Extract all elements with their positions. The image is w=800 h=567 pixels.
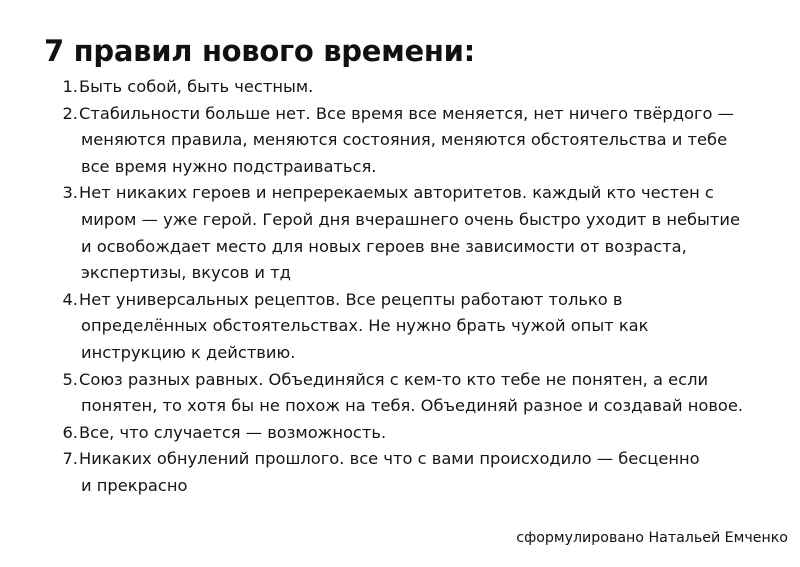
rule-item [60, 287, 780, 367]
author-credit: сформулировано Натальей Емченко [516, 530, 788, 546]
rule-item [60, 74, 780, 101]
rule-text-line: и прекрасно [81, 475, 188, 495]
rule-number: 4. [62, 289, 78, 309]
rule-text-line: миром — уже герой. Герой дня вчерашнего очень быстро уходит в небытие [81, 209, 740, 229]
rule-text [78, 101, 780, 181]
rule-text-line: Стабильности больше нет. Все время все меняется, нет ничего твёрдого — [79, 103, 734, 123]
rule-text-line: понятен, то хотя бы не похож на тебя. Объединяй разное и создавай новое. [81, 396, 744, 416]
rule-text-line: Никаких обнулений прошлого. все что с вами происходило — бесценно [79, 449, 700, 469]
rule-item [60, 420, 780, 447]
page-title: 7 правил нового времени: [44, 34, 475, 68]
rule-number: 7. [62, 449, 78, 469]
rule-text-line: инструкцию к действию. [81, 342, 296, 362]
rule-text-line: меняются правила, меняются состояния, меняются обстоятельства и тебе [81, 130, 728, 150]
rule-text-line: экспертизы, вкусов и тд [81, 263, 291, 283]
rule-item [60, 367, 780, 420]
rule-item [60, 180, 780, 286]
rules-list [60, 74, 780, 500]
rule-text-line: Нет универсальных рецептов. Все рецепты работают только в [79, 289, 623, 309]
rule-text [78, 287, 780, 367]
rule-text-line: Все, что случается — возможность. [79, 422, 387, 442]
rule-number: 3. [62, 183, 78, 203]
rule-number: 2. [62, 103, 78, 123]
rule-number: 5. [62, 369, 78, 389]
rule-text [78, 74, 780, 101]
rule-number: 6. [62, 422, 78, 442]
rule-text-line: определённых обстоятельствах. Не нужно брать чужой опыт как [81, 316, 649, 336]
rule-text [78, 420, 780, 447]
rule-item [60, 446, 780, 499]
rule-text-line: Нет никаких героев и непререкаемых авторитетов. каждый кто честен с [79, 183, 714, 203]
rule-item [60, 101, 780, 181]
rule-text [78, 180, 780, 286]
rule-text-line: и освобождает место для новых героев вне зависимости от возраста, [81, 236, 687, 256]
rule-text-line: Быть собой, быть честным. [79, 77, 314, 96]
rule-text-line: все время нужно подстраиваться. [81, 156, 377, 176]
rule-number: 1. [62, 77, 78, 96]
rule-text-line: Союз разных равных. Объединяйся с кем-то кто тебе не понятен, а если [79, 369, 709, 389]
rule-text [78, 446, 780, 499]
rule-text [78, 367, 780, 420]
